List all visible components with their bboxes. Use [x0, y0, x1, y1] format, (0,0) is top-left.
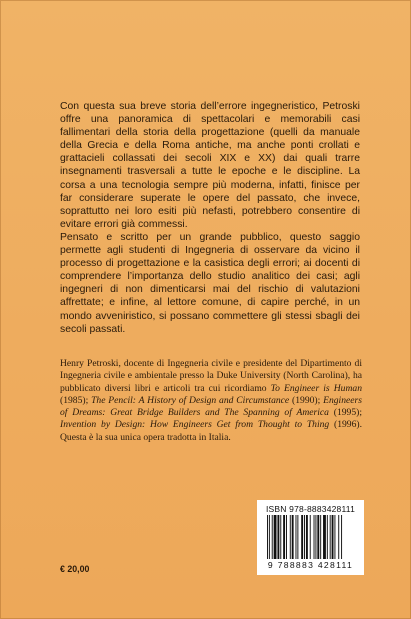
book-title: To Engineer is Human — [270, 382, 363, 394]
isbn-label: ISBN 978-8883428111 — [265, 504, 356, 514]
book-title: The Pencil: A History of Design and Circumstance — [91, 394, 290, 406]
bio-text: Henry Petroski, docente di Ingegneria civile e presidente del Dipartimento di Ingegneria civile e ambientale presso la Duke University (North Carolina), ha pubblicato diversi libri e articoli tra cui ricordiamo — [60, 358, 362, 394]
author-bio-paragraph — [60, 358, 362, 444]
barcode-icon — [267, 515, 357, 559]
bio-text: (1985); — [60, 394, 92, 406]
bio-text: (1990); — [289, 394, 324, 406]
book-title: Engineers of Dreams: Great Bridge Builders and The Spanning of America — [60, 394, 362, 419]
price-label: € 20,00 — [60, 564, 90, 574]
barcode-digits: 9 788883 428111 — [267, 560, 354, 570]
bio-text: (1995); — [328, 407, 362, 419]
book-title: Invention by Design: How Engineers Get from Thought to Thing — [60, 419, 330, 431]
bio-text: (1996). Questa è la sua unica opera tradotta in Italia. — [60, 419, 362, 443]
isbn-barcode — [257, 500, 364, 575]
cover-blurb — [60, 100, 360, 336]
author-bio — [60, 358, 362, 444]
blurb-paragraph-1: Con questa sua breve storia dell’errore ingegneristico, Petroski offre una panoramica di spettacolari e memorabili casi fallimentari della storia della progettazione (quelli da manuale della Grecia e della Roma antiche, ma anche ponti crollati e grattacieli collassati dei secoli XIX e XX) dai quali trarre insegnamenti trasversali a tutte le epoche e le discipline. La corsa a una tecnologia sempre più moderna, infatti, finisce per far considerare superate le opere del passato, che invece, soprattutto nei loro esiti più nefasti, potrebbero consentire di evitare errori già commessi. — [60, 101, 360, 230]
blurb-paragraph-2: Pensato e scritto per un grande pubblico, questo saggio permette agli studenti di Ingegneria di osservare da vicino il processo di progettazione e la casistica degli errori; ai docenti di comprendere l’importanza dello studio analitico dei casi; agli ingegneri di non dimenticarsi mai del rischio di valutazioni affrettate; e infine, al lettore comune, di capire perché, in un mondo avveniristico, si possano commettere gli stessi sbagli dei secoli passati. — [60, 231, 360, 335]
